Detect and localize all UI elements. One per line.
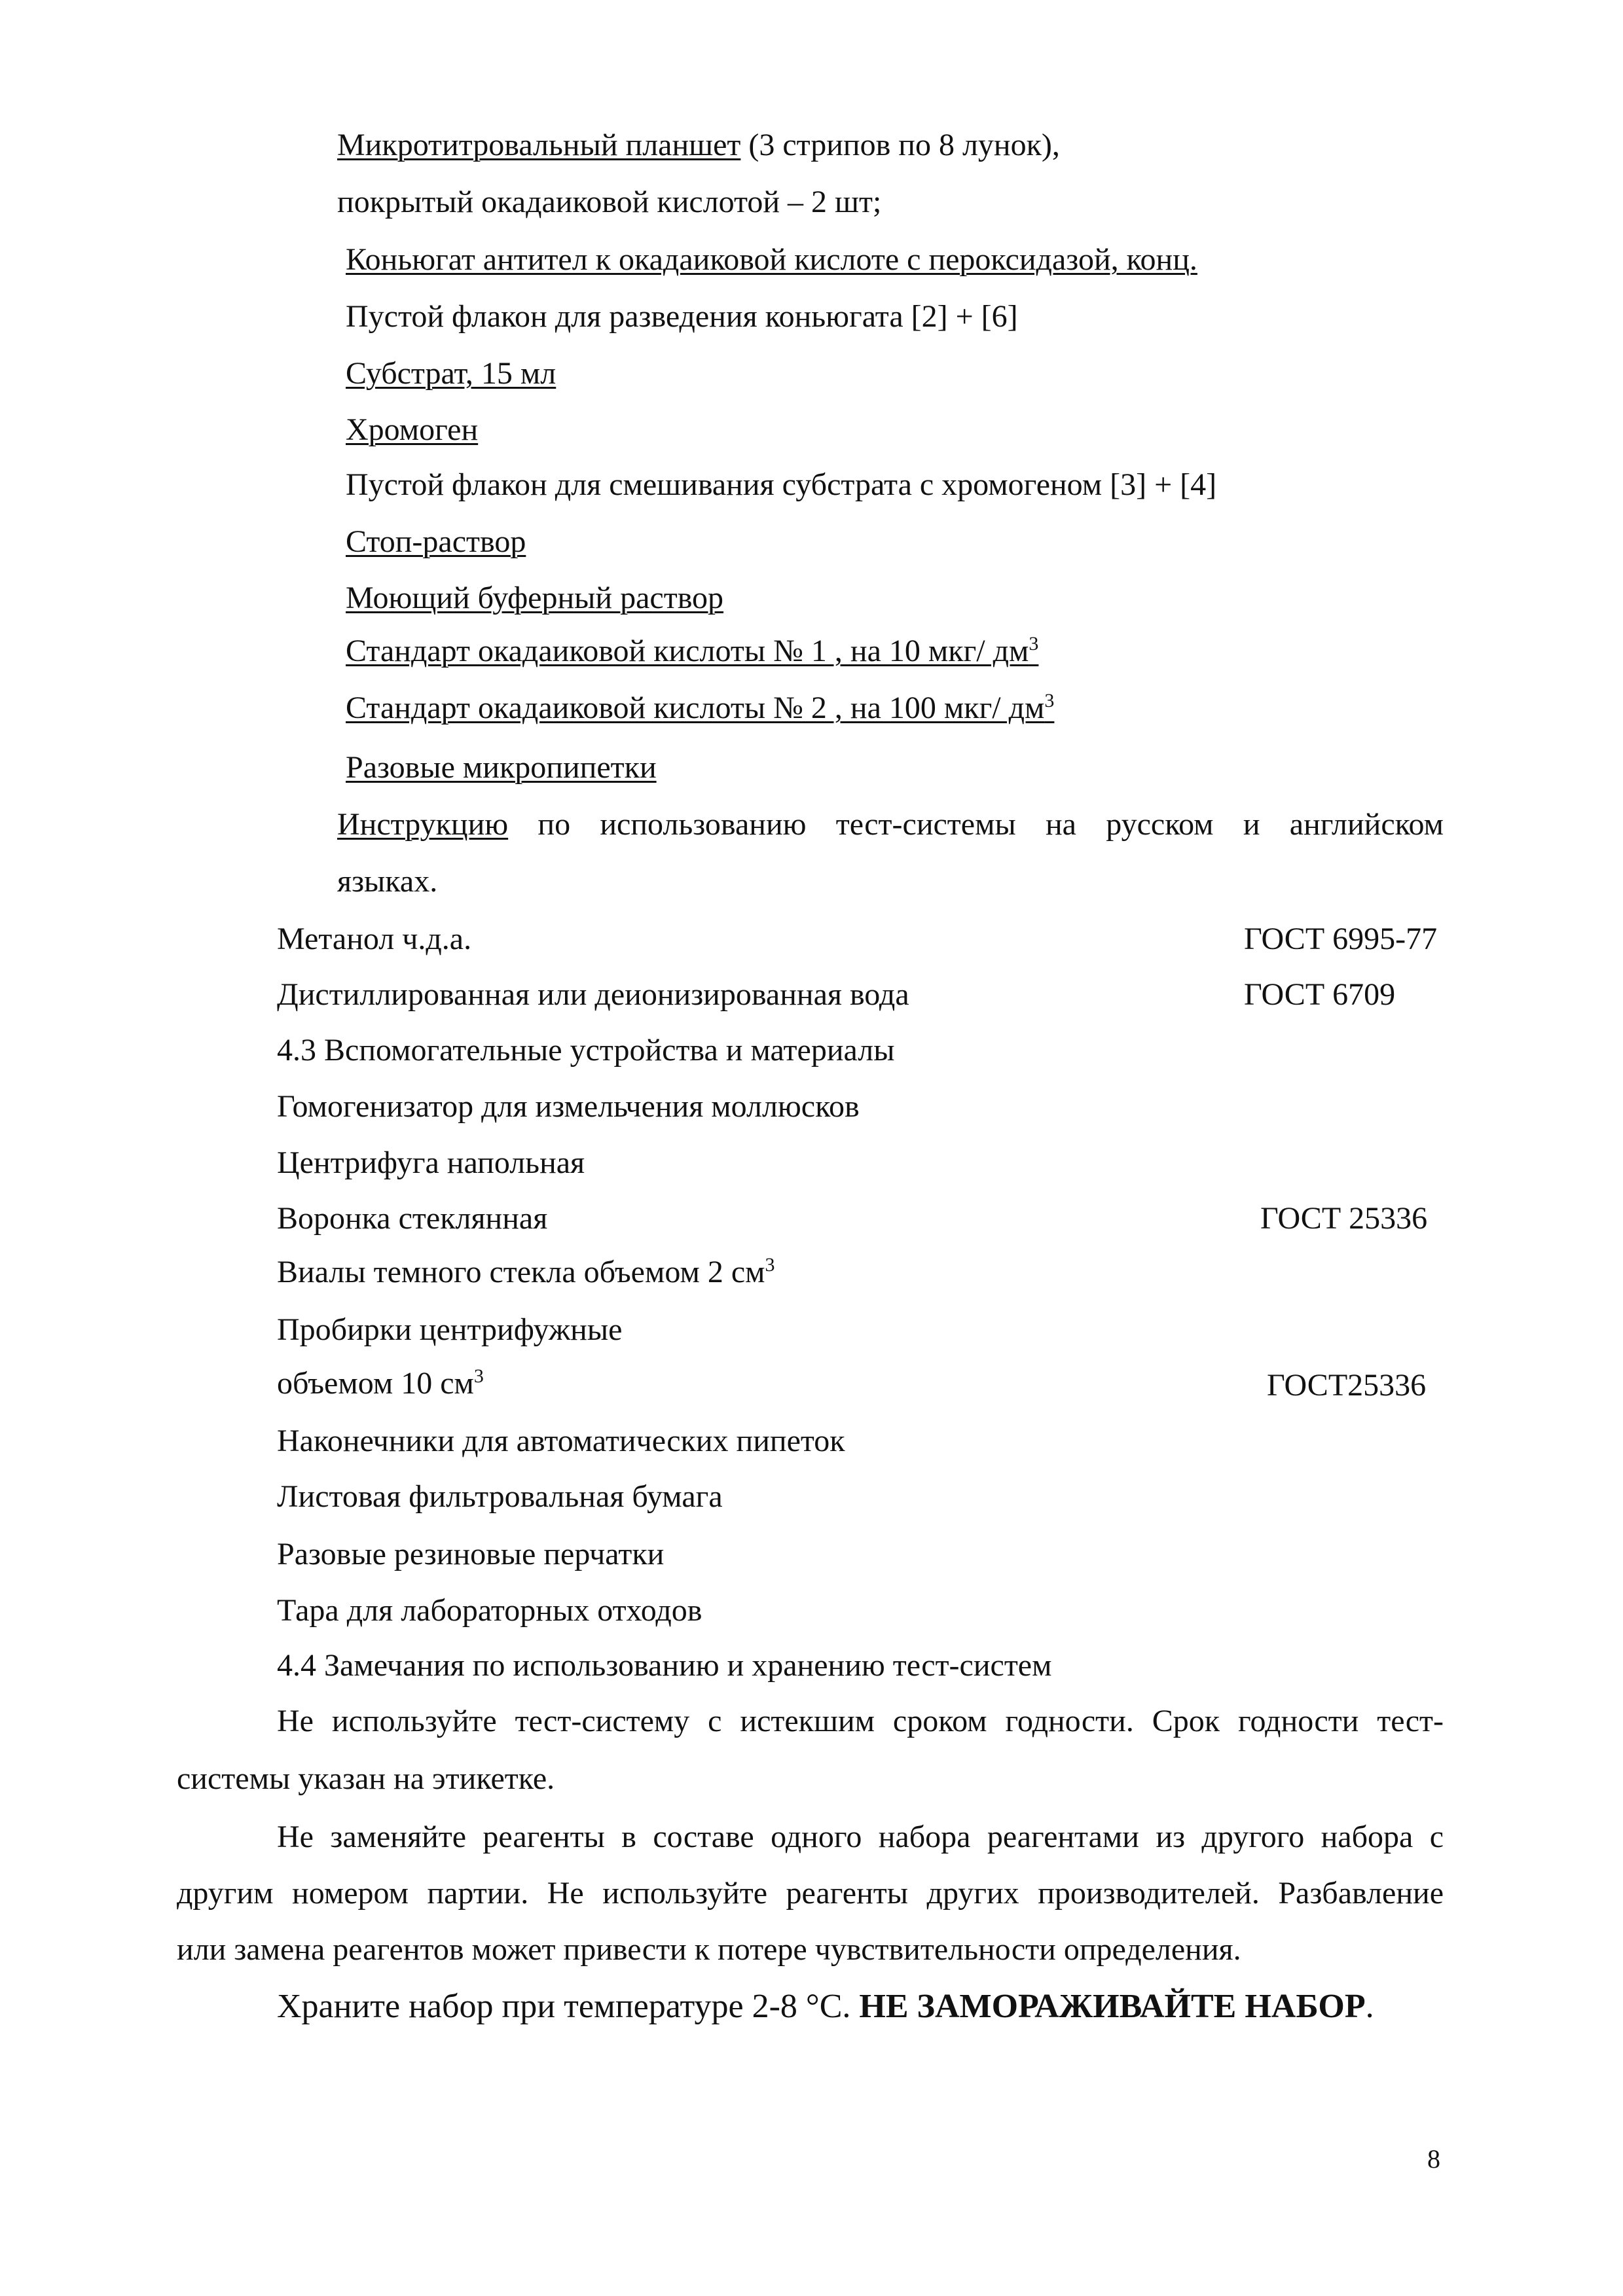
note-expiry-line-2: системы указан на этикетке.	[177, 1761, 555, 1796]
device-vials: Виалы темного стекла объемом 2 $см^3$	[277, 1254, 775, 1289]
note-reagents-line-2: другим номером партии. Не используйте реагенты других производителей. Разбавление	[177, 1876, 1444, 1910]
device-centrifuge: Центрифуга напольная	[277, 1145, 585, 1180]
kit-item-standard-1: Стандарт окадаиковой кислоты № 1 , на 10 мкг/ $дм^3$	[346, 633, 1039, 668]
reagent-methanol: Метанол ч.д.а.	[277, 922, 472, 956]
device-tubes: Пробирки центрифужные	[277, 1312, 623, 1347]
kit-item-instruction-cont: языках.	[337, 864, 438, 899]
device-tips: Наконечники для автоматических пипеток	[277, 1424, 845, 1458]
device-gloves: Разовые резиновые перчатки	[277, 1537, 665, 1571]
kit-item-wash-buffer: Моющий буферный раствор	[346, 581, 724, 615]
kit-item-conjugate: Коньюгат антител к окадаиковой кислоте с пероксидазой, конц.	[346, 242, 1197, 277]
kit-item-standard-2: Стандарт окадаиковой кислоты № 2 , на 100 мкг/ $дм^3$	[346, 690, 1055, 725]
note-expiry-line-1: Не используйте тест-систему с истекшим сроком годности. Срок годности тест-	[277, 1704, 1444, 1738]
kit-item-microplate: Микротитровальный планшет (3 стрипов по 8 лунок),	[337, 128, 1060, 162]
note-storage: Храните набор при температуре 2-8 °С. НЕ ЗАМОРАЖИВАЙТЕ НАБОР.	[277, 1988, 1374, 2025]
kit-item-substrate: Субстрат, 15 мл	[346, 356, 556, 391]
section-4-4-heading: 4.4 Замечания по использованию и хранению тест-систем	[277, 1648, 1052, 1683]
kit-item-empty-vial-conjugate: Пустой флакон для разведения коньюгата [2] + [6]	[346, 299, 1018, 334]
device-funnel-standard: ГОСТ 25336	[1260, 1201, 1428, 1236]
device-waste-container: Тара для лабораторных отходов	[277, 1593, 702, 1628]
note-storage-warning: НЕ ЗАМОРАЖИВАЙТЕ НАБОР	[859, 1988, 1366, 2025]
device-filter-paper: Листовая фильтровальная бумага	[277, 1479, 723, 1514]
kit-item-micropipettes: Разовые микропипетки	[346, 750, 657, 785]
device-homogenizer: Гомогенизатор для измельчения моллюсков	[277, 1089, 860, 1124]
reagent-water: Дистиллированная или деионизированная вода	[277, 977, 909, 1012]
note-reagents-line-3: или замена реагентов может привести к потере чувствительности определения.	[177, 1932, 1241, 1967]
section-4-3-heading: 4.3 Вспомогательные устройства и материалы	[277, 1033, 895, 1067]
page-number: 8	[1427, 2144, 1440, 2174]
reagent-water-standard: ГОСТ 6709	[1244, 977, 1396, 1012]
kit-item-instruction: Инструкцию по использованию тест-системы на русском и английском	[337, 807, 1444, 842]
kit-item-stop-solution: Стоп-раствор	[346, 524, 526, 559]
device-tubes-standard: ГОСТ25336	[1267, 1368, 1427, 1403]
device-tubes-volume: объемом 10 $см^3$	[277, 1365, 484, 1401]
device-funnel: Воронка стеклянная	[277, 1201, 548, 1236]
kit-item-microplate-cont: покрытый окадаиковой кислотой – 2 шт;	[337, 185, 882, 219]
kit-item-chromogen: Хромоген	[346, 412, 479, 447]
reagent-methanol-standard: ГОСТ 6995-77	[1244, 922, 1438, 956]
kit-item-empty-vial-mix: Пустой флакон для смешивания субстрата с хромогеном [3] + [4]	[346, 467, 1217, 502]
note-reagents-line-1: Не заменяйте реагенты в составе одного набора реагентами из другого набора с	[277, 1820, 1444, 1854]
